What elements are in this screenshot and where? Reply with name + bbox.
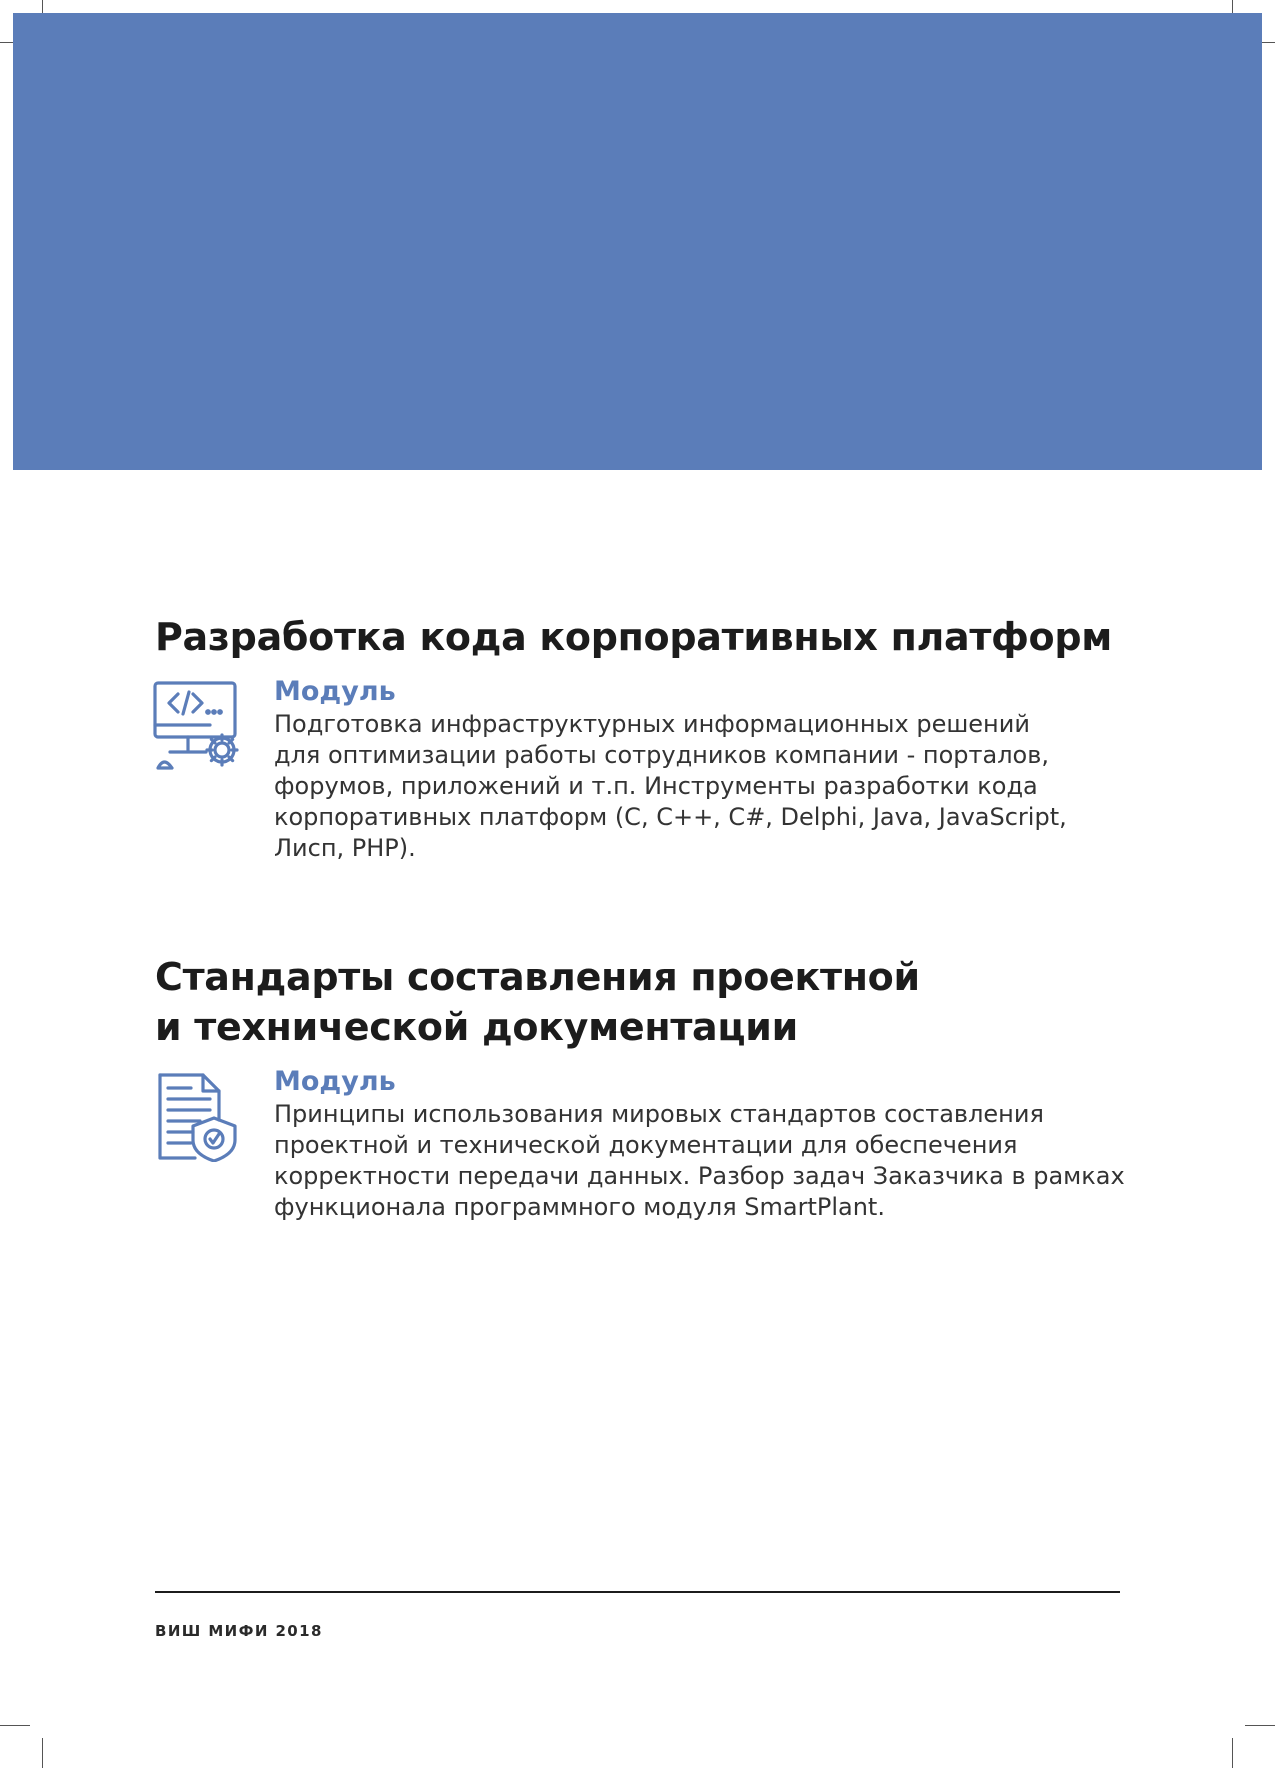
module-description bbox=[274, 709, 1174, 864]
description-line: Лисп, PHP). bbox=[274, 834, 416, 862]
module-description bbox=[274, 1099, 1174, 1223]
description-line: для оптимизации работы сотрудников компании - порталов, bbox=[274, 741, 1049, 769]
crop-mark bbox=[0, 1725, 30, 1726]
module-label: Модуль bbox=[274, 676, 396, 707]
code-monitor-gear-icon bbox=[150, 680, 242, 772]
description-line: Подготовка инфраструктурных информационных решений bbox=[274, 710, 1030, 738]
description-line: проектной и технической документации для обеспечения bbox=[274, 1131, 1018, 1159]
footer-rule bbox=[155, 1591, 1120, 1593]
crop-mark bbox=[1232, 1738, 1233, 1768]
description-line: Принципы использования мировых стандартов составления bbox=[274, 1100, 1044, 1128]
section-title-line: Разработка кода корпоративных платформ bbox=[155, 615, 1112, 659]
module-label: Модуль bbox=[274, 1066, 396, 1097]
section-title bbox=[155, 952, 920, 1052]
description-line: корректности передачи данных. Разбор задач Заказчика в рамках bbox=[274, 1162, 1125, 1190]
crop-mark bbox=[42, 1738, 43, 1768]
section-title-line: и технической документации bbox=[155, 1005, 798, 1049]
description-line: функционала программного модуля SmartPlant. bbox=[274, 1193, 885, 1221]
document-shield-icon bbox=[155, 1072, 239, 1162]
description-line: форумов, приложений и т.п. Инструменты разработки кода bbox=[274, 772, 1038, 800]
header-banner bbox=[13, 13, 1262, 470]
module-block bbox=[274, 675, 1174, 864]
section-title-line: Стандарты составления проектной bbox=[155, 955, 920, 999]
footer-text: ВИШ МИФИ 2018 bbox=[155, 1622, 323, 1640]
crop-mark bbox=[1245, 1725, 1275, 1726]
module-block bbox=[274, 1065, 1174, 1223]
description-line: корпоративных платформ (C, C++, C#, Delphi, Java, JavaScript, bbox=[274, 803, 1067, 831]
section-title bbox=[155, 612, 1112, 662]
